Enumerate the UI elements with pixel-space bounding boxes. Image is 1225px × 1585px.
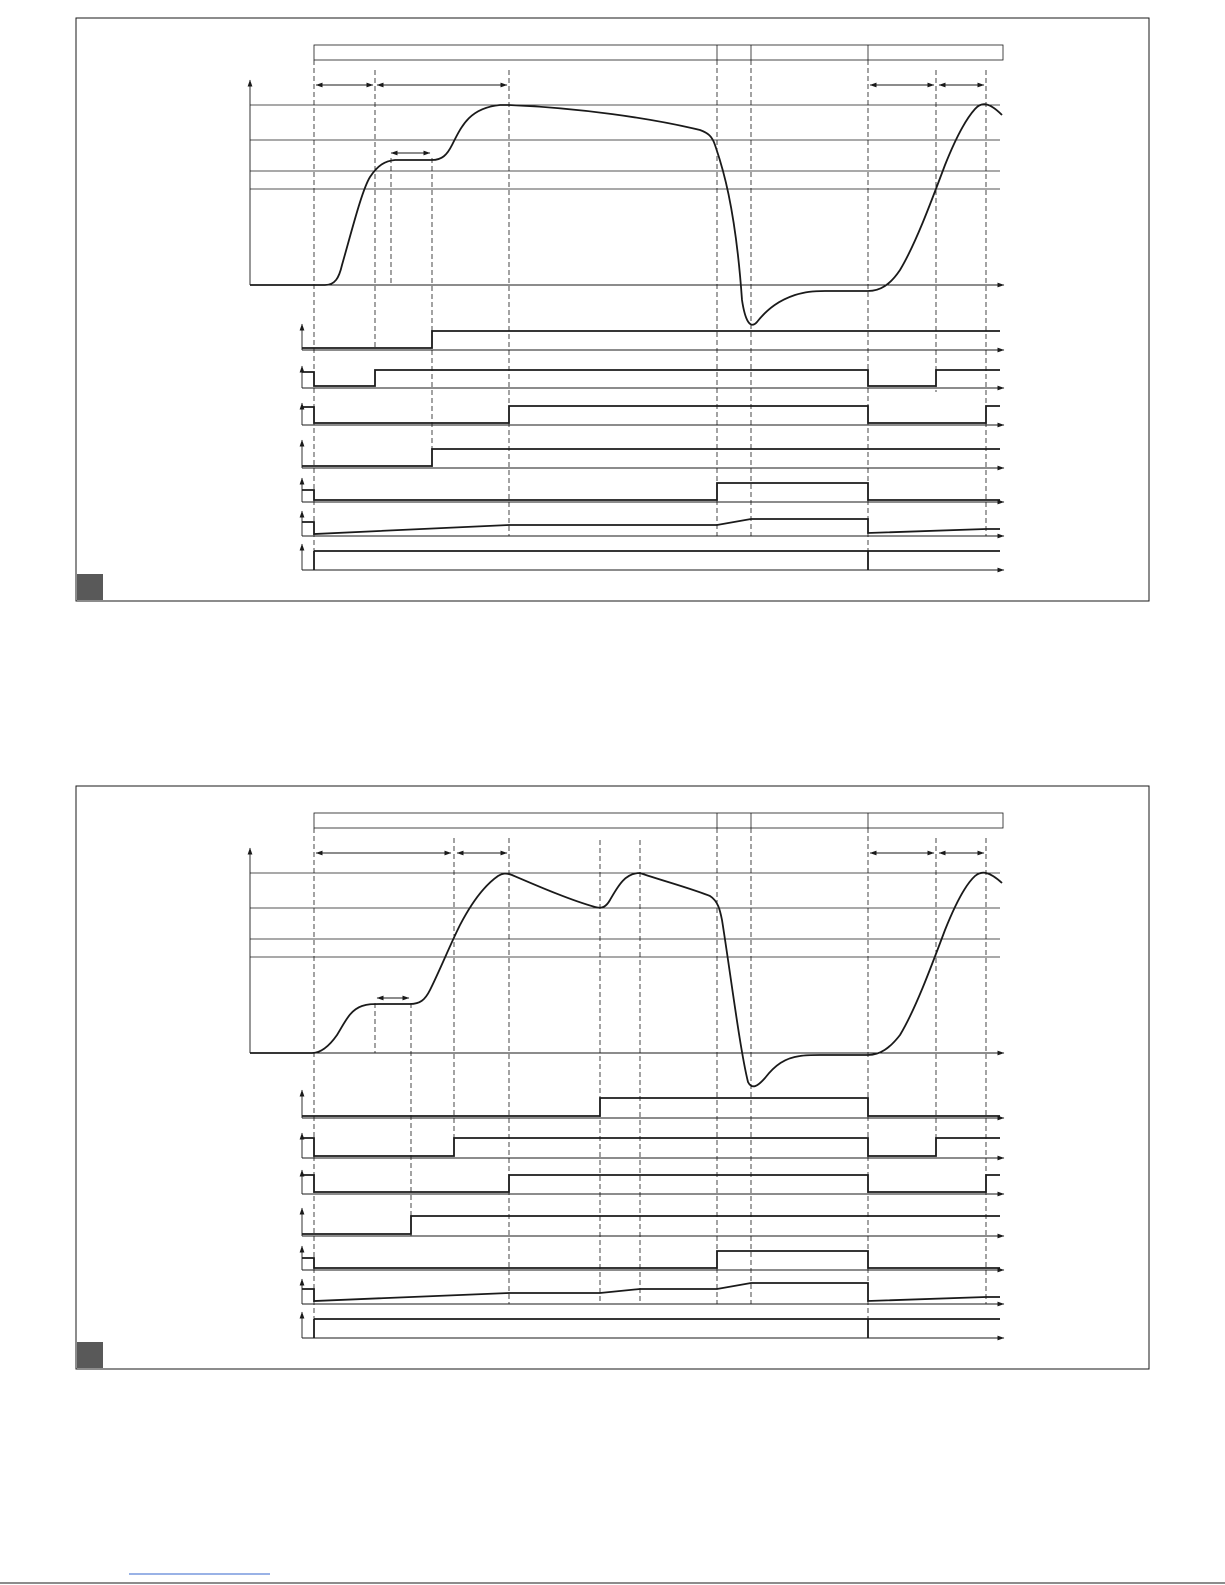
signal-trace <box>302 324 1004 350</box>
signal-trace <box>302 1246 1004 1270</box>
main-axes <box>250 848 1004 1053</box>
signal-trace <box>302 440 1004 468</box>
signal-trace <box>302 1279 1004 1304</box>
phase-bar <box>314 45 1003 60</box>
signal-trace <box>302 511 1004 536</box>
time-markers <box>314 828 986 1338</box>
main-curve <box>250 873 1002 1087</box>
interval-arrows <box>316 853 984 998</box>
main-curve <box>250 104 1002 325</box>
main-axes <box>250 80 1004 285</box>
signal-trace <box>302 1170 1004 1194</box>
signal-trace <box>302 403 1004 425</box>
threshold-lines <box>250 105 1000 189</box>
signal-trace <box>302 1208 1004 1236</box>
timing-diagram-1 <box>76 18 1149 601</box>
signal-trace <box>302 478 1004 502</box>
signal-trace <box>302 544 1004 570</box>
signal-trace <box>302 1133 1004 1158</box>
signal-trace <box>302 366 1004 388</box>
timing-diagram-2 <box>76 786 1149 1369</box>
signal-trace <box>302 1090 1004 1118</box>
phase-bar <box>314 813 1003 828</box>
corner-marker <box>77 1342 103 1368</box>
digital-traces <box>302 1090 1004 1338</box>
time-markers <box>314 60 986 570</box>
signal-trace <box>302 1312 1004 1338</box>
digital-traces <box>302 324 1004 570</box>
threshold-lines <box>250 873 1000 957</box>
corner-marker <box>77 574 103 600</box>
